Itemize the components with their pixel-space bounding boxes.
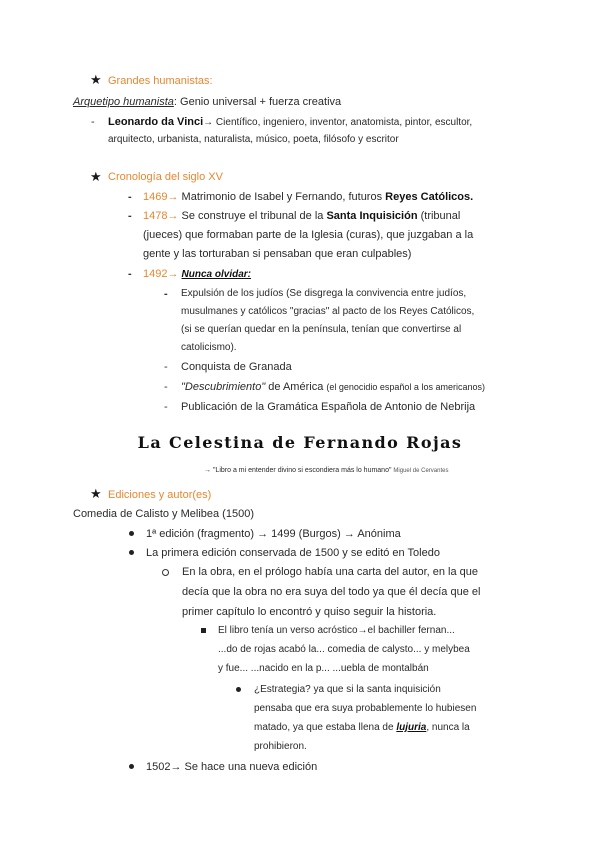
dash-marker: -: [164, 361, 168, 373]
item-1478-line-2: (jueces) que formaban parte de la Iglesia (curas), que juzgaban a la: [143, 229, 474, 241]
bullet-dot: [129, 531, 134, 536]
heading-grandes-humanistas: Grandes humanistas:: [108, 75, 213, 87]
dash-marker: -: [164, 381, 168, 393]
item-1492: [143, 267, 251, 282]
star-icon: ★: [90, 169, 102, 184]
bullet-dot: [129, 764, 134, 769]
dash-marker: -: [128, 191, 132, 203]
sub-descubrimiento: [181, 380, 485, 394]
bullet-dot: [129, 550, 134, 555]
text-1469: Matrimonio de Isabel y Fernando, futuros: [178, 191, 386, 203]
item-1469: [143, 190, 473, 204]
prologo-line-3: primer capítulo lo encontró y quiso seguir la historia.: [182, 606, 437, 618]
bullet-square: [201, 628, 206, 633]
dash-marker: -: [164, 288, 168, 300]
year-1492: 1492→: [143, 268, 179, 280]
sub-expulsion-line-2: musulmanes y católicos "gracias" al pacto de los Reyes Católicos,: [181, 306, 475, 317]
year-1478: 1478→: [143, 210, 179, 222]
arquetipo-label: Arquetipo humanista: [73, 96, 174, 108]
acrostico-line-1: El libro tenía un verso acróstico→el bachiller fernan...: [218, 625, 455, 636]
estrategia-line-4: prohibieron.: [254, 741, 307, 752]
bold-reyes-catolicos: Reyes Católicos.: [385, 191, 474, 203]
descubrimiento-text: de América: [265, 381, 327, 393]
star-icon: ★: [90, 72, 102, 87]
bullet-dot: [236, 687, 241, 692]
bullet-1ra-edicion: 1ª edición (fragmento) → 1499 (Burgos) → Anónima: [146, 528, 401, 540]
bullet-circle: [162, 569, 169, 576]
estrategia-line-2: pensaba que era suya probablemente lo hubiesen: [254, 703, 477, 714]
leonardo-line-2: arquitecto, urbanista, naturalista, músico, poeta, filósofo y escritor: [108, 134, 399, 145]
prologo-line-2: decía que la obra no era suya del todo ya que él decía que el: [182, 586, 481, 598]
acrostico-line-3: y fue... ...nacido en la p... ...uebla de montalbán: [218, 663, 429, 674]
bullet-primera-conservada: La primera edición conservada de 1500 y se editó en Toledo: [146, 547, 440, 559]
sub-expulsion-line-1: Expulsión de los judíos (Se disgrega la convivencia entre judíos,: [181, 288, 467, 299]
year-1469: 1469→: [143, 191, 179, 203]
leonardo-line-1: [108, 115, 472, 130]
label-nunca-olvidar: Nunca olvidar:: [181, 269, 252, 280]
dash-marker: -: [128, 210, 132, 222]
estrategia-line-3: [254, 721, 470, 735]
sub-expulsion-line-3: (si se querían quedar en la península, tenían que convertirse al: [181, 324, 462, 335]
dash-marker: -: [128, 268, 132, 280]
leonardo-desc-1: → Científico, ingeniero, inventor, anatomista, pintor, escultor,: [203, 117, 473, 128]
prologo-line-1: En la obra, en el prólogo había una carta del autor, en la que: [182, 566, 478, 578]
quote-author: Miguel de Cervantes: [393, 468, 449, 474]
estrategia-text-b: , nunca la: [426, 722, 470, 733]
bold-lujuria: lujuria: [396, 722, 427, 733]
dash-marker: -: [164, 401, 168, 413]
sub-conquista-granada: Conquista de Granada: [181, 361, 292, 373]
item-1478-line-3: gente y las torturaban si pensaban que eran culpables): [143, 248, 412, 260]
dash-marker: -: [91, 116, 95, 128]
sub-gramatica: Publicación de la Gramática Española de Antonio de Nebrija: [181, 401, 476, 413]
bold-santa-inquisicion: Santa Inquisición: [326, 210, 418, 222]
descubrimiento-note: (el genocidio español a los americanos): [326, 382, 485, 392]
leonardo-name: Leonardo da Vinci: [108, 116, 204, 128]
heading-ediciones: Ediciones y autor(es): [108, 489, 212, 501]
descubrimiento-ital: "Descubrimiento": [181, 381, 266, 393]
text-1478-a: Se construye el tribunal de la: [178, 210, 327, 222]
arquetipo-line: [73, 95, 341, 109]
sub-expulsion-line-4: catolicismo).: [181, 342, 237, 353]
quote-text: → "Libro a mi entender divino si escondiera más lo humano": [204, 467, 392, 474]
item-1478-line-1: [143, 209, 460, 223]
intro-comedia: Comedia de Calisto y Melibea (1500): [73, 508, 254, 520]
heading-cronologia: Cronología del siglo XV: [108, 171, 223, 183]
acrostico-line-2: ...do de rojas acabó la... comedia de calysto... y melybea: [218, 644, 470, 655]
star-icon: ★: [90, 486, 102, 501]
text-1478-b: (tribunal: [417, 210, 461, 222]
estrategia-text-a: matado, ya que estaba llena de: [254, 722, 397, 733]
page-title: La Celestina de Fernando Rojas: [137, 433, 463, 452]
quote-line: [204, 466, 448, 476]
bullet-1502: 1502→ Se hace una nueva edición: [146, 761, 318, 773]
arquetipo-text: : Genio universal + fuerza creativa: [173, 96, 342, 108]
estrategia-line-1: ¿Estrategia? ya que si la santa inquisición: [254, 684, 441, 695]
